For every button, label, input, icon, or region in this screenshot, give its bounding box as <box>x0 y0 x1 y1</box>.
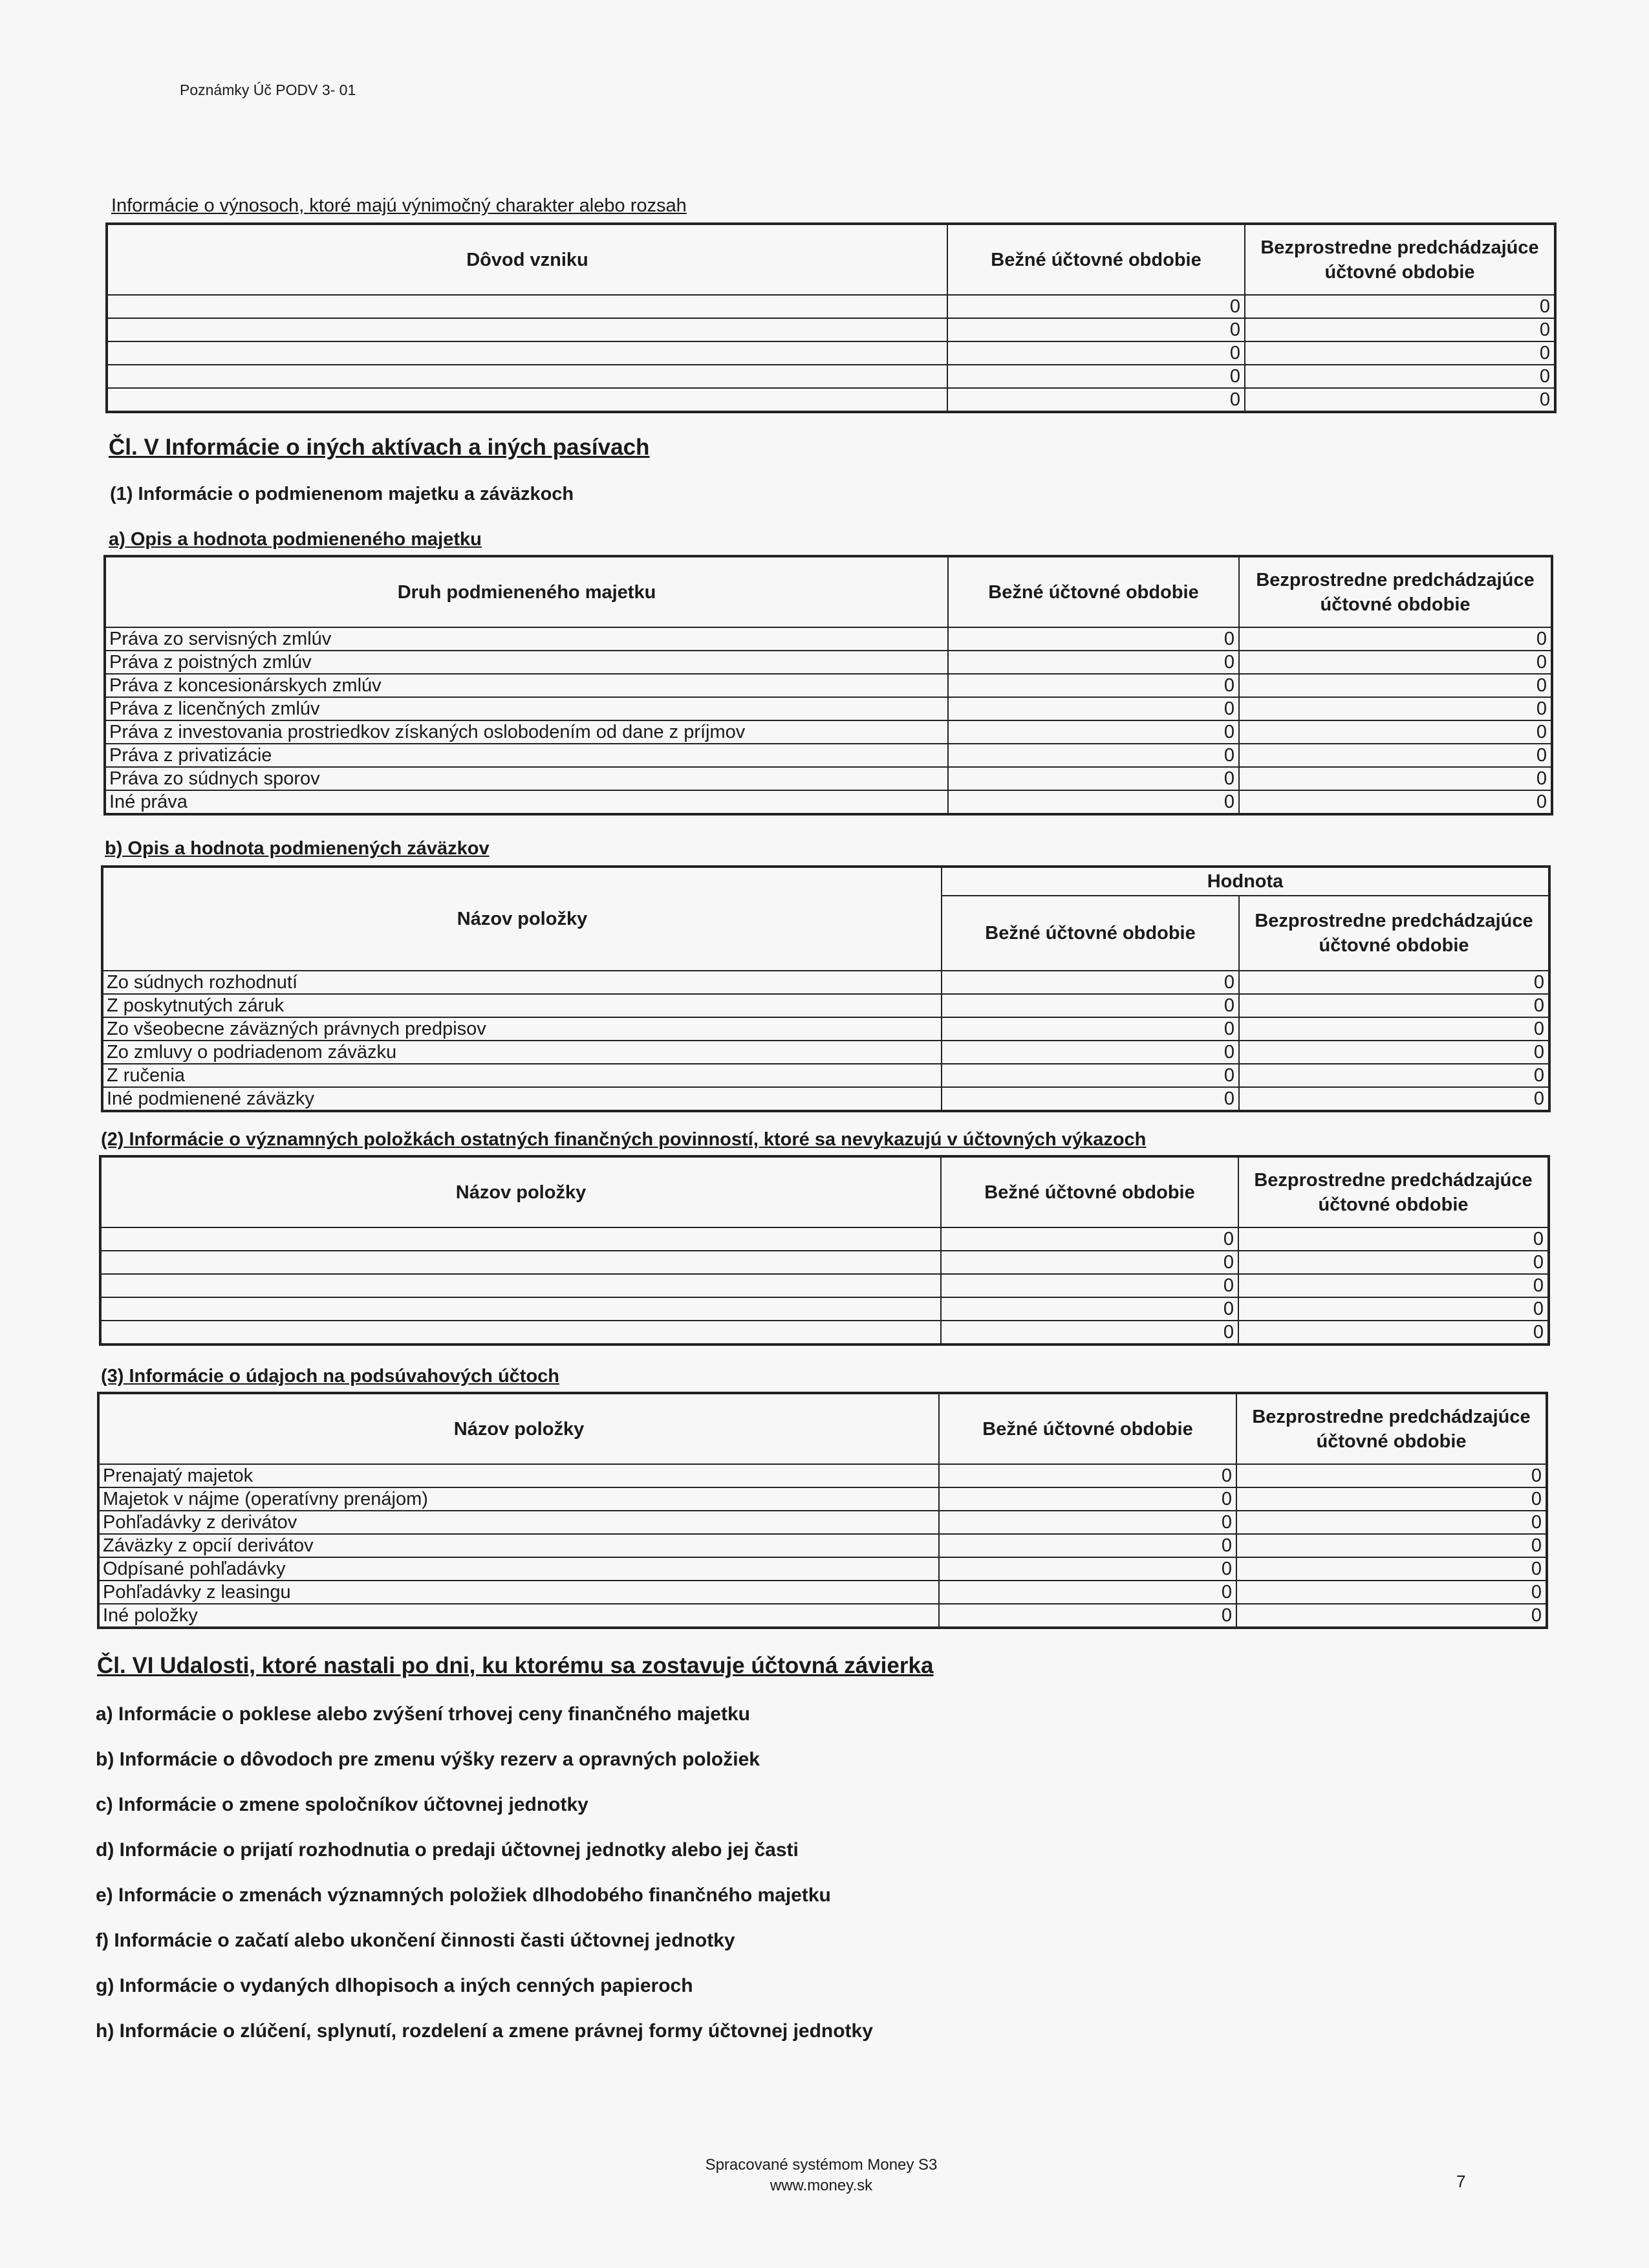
table-row: Majetok v nájme (operatívny prenájom) 0 0 <box>98 1487 1547 1511</box>
table3-header-previous: Bezprostredne predchádzajúce účtovné obdobie <box>1239 896 1549 971</box>
table-row: Záväzky z opcií derivátov 0 0 <box>98 1534 1547 1557</box>
table-row: Zo súdnych rozhodnutí 0 0 <box>102 971 1549 994</box>
table2-header-type: Druh podmieneného majetku <box>105 556 948 627</box>
table3-header-value: Hodnota <box>942 867 1549 896</box>
table4-header-previous: Bezprostredne predchádzajúce účtovné obdobie <box>1238 1156 1549 1227</box>
page-number: 7 <box>1456 2172 1466 2191</box>
table5-header-item: Názov položky <box>98 1393 939 1464</box>
table-row: 0 0 <box>100 1274 1549 1297</box>
list-item: f) Informácie o začatí alebo ukončení činnosti časti účtovnej jednotky <box>96 1930 735 1951</box>
list-item: e) Informácie o zmenách významných položiek dlhodobého finančného majetku <box>96 1885 831 1906</box>
list-item: b) Informácie o dôvodoch pre zmenu výšky rezerv a opravných položiek <box>96 1749 760 1770</box>
list-item: g) Informácie o vydaných dlhopisoch a iných cenných papieroch <box>96 1975 693 1996</box>
table-row: Prenajatý majetok 0 0 <box>98 1464 1547 1487</box>
table-row: 0 0 <box>107 341 1555 365</box>
table4 <box>99 1155 1550 1346</box>
table-row: 0 0 <box>107 318 1555 341</box>
table-row: Pohľadávky z derivátov 0 0 <box>98 1511 1547 1534</box>
table5-header-previous: Bezprostredne predchádzajúce účtovné obdobie <box>1236 1393 1547 1464</box>
table2-header-current: Bežné účtovné obdobie <box>948 556 1239 627</box>
table-row: Iné práva 0 0 <box>105 790 1552 814</box>
table-row: 0 0 <box>100 1251 1549 1274</box>
list-item: a) Informácie o poklese alebo zvýšení trhovej ceny finančného majetku <box>96 1703 750 1725</box>
table-row: Práva z koncesionárskych zmlúv 0 0 <box>105 674 1552 697</box>
table1 <box>105 222 1557 413</box>
table3 <box>101 865 1551 1112</box>
table-row: 0 0 <box>100 1227 1549 1251</box>
footer-website: www.money.sk <box>770 2177 873 2194</box>
table5-title: (3) Informácie o údajoch na podsúvahových účtoch <box>101 1366 559 1387</box>
chapter-6-title: Čl. VI Udalosti, ktoré nastali po dni, ku ktorému sa zostavuje účtovná závierka <box>97 1653 934 1678</box>
table-row: Odpísané pohľadávky 0 0 <box>98 1557 1547 1581</box>
table-row: 0 0 <box>107 388 1555 412</box>
table2-header-previous: Bezprostredne predchádzajúce účtovné obdobie <box>1239 556 1552 627</box>
table-row: 0 0 <box>107 295 1555 318</box>
table-row: Práva z privatizácie 0 0 <box>105 744 1552 767</box>
table-row: 0 0 <box>100 1297 1549 1321</box>
table1-header-previous: Bezprostredne predchádzajúce účtovné obdobie <box>1245 224 1555 295</box>
table-row: Práva z investovania prostriedkov získaných oslobodením od dane z príjmov 0 0 <box>105 720 1552 744</box>
table-row: Zo zmluvy o podriadenom záväzku 0 0 <box>102 1041 1549 1064</box>
table-row: Práva zo súdnych sporov 0 0 <box>105 767 1552 790</box>
table-row: Z ručenia 0 0 <box>102 1064 1549 1087</box>
document-code: Poznámky Úč PODV 3- 01 <box>180 81 356 98</box>
list-item: h) Informácie o zlúčení, splynutí, rozdelení a zmene právnej formy účtovnej jednotky <box>96 2020 873 2042</box>
table1-header-current: Bežné účtovné obdobie <box>947 224 1245 295</box>
table3-header-item: Názov položky <box>102 867 942 971</box>
table-row: Z poskytnutých záruk 0 0 <box>102 994 1549 1017</box>
table3-header-current: Bežné účtovné obdobie <box>942 896 1239 971</box>
table-row: Pohľadávky z leasingu 0 0 <box>98 1581 1547 1604</box>
table2 <box>103 555 1553 815</box>
table-row: Práva z licenčných zmlúv 0 0 <box>105 697 1552 720</box>
table-row: Práva z poistných zmlúv 0 0 <box>105 651 1552 674</box>
table3-title: b) Opis a hodnota podmienených záväzkov <box>105 838 490 859</box>
table2-title: a) Opis a hodnota podmieneného majetku <box>109 529 482 550</box>
table-row: Iné podmienené záväzky 0 0 <box>102 1087 1549 1111</box>
table4-header-item: Názov položky <box>100 1156 941 1227</box>
list-item: d) Informácie o prijatí rozhodnutia o predaji účtovnej jednotky alebo jej časti <box>96 1839 799 1861</box>
table1-title: Informácie o výnosoch, ktoré majú výnimočný charakter alebo rozsah <box>111 195 687 216</box>
table5 <box>97 1392 1548 1629</box>
table1-header-reason: Dôvod vzniku <box>107 224 947 295</box>
table-row: Iné položky 0 0 <box>98 1604 1547 1628</box>
footer-software: Spracované systémom Money S3 <box>705 2156 938 2174</box>
table-row: Zo všeobecne záväzných právnych predpisov 0 0 <box>102 1017 1549 1041</box>
table4-header-current: Bežné účtovné obdobie <box>941 1156 1238 1227</box>
chapter-5-title: Čl. V Informácie o iných aktívach a iných pasívach <box>109 435 650 460</box>
list-item: c) Informácie o zmene spoločníkov účtovnej jednotky <box>96 1794 588 1815</box>
table-row: Práva zo servisných zmlúv 0 0 <box>105 627 1552 651</box>
section-1-title: (1) Informácie o podmienenom majetku a záväzkoch <box>110 484 574 504</box>
table4-title: (2) Informácie o významných položkách ostatných finančných povinností, ktoré sa nevykazujú v účtovných výkazoch <box>101 1129 1147 1150</box>
table5-header-current: Bežné účtovné obdobie <box>939 1393 1236 1464</box>
table-row: 0 0 <box>107 365 1555 388</box>
table-row: 0 0 <box>100 1321 1549 1345</box>
